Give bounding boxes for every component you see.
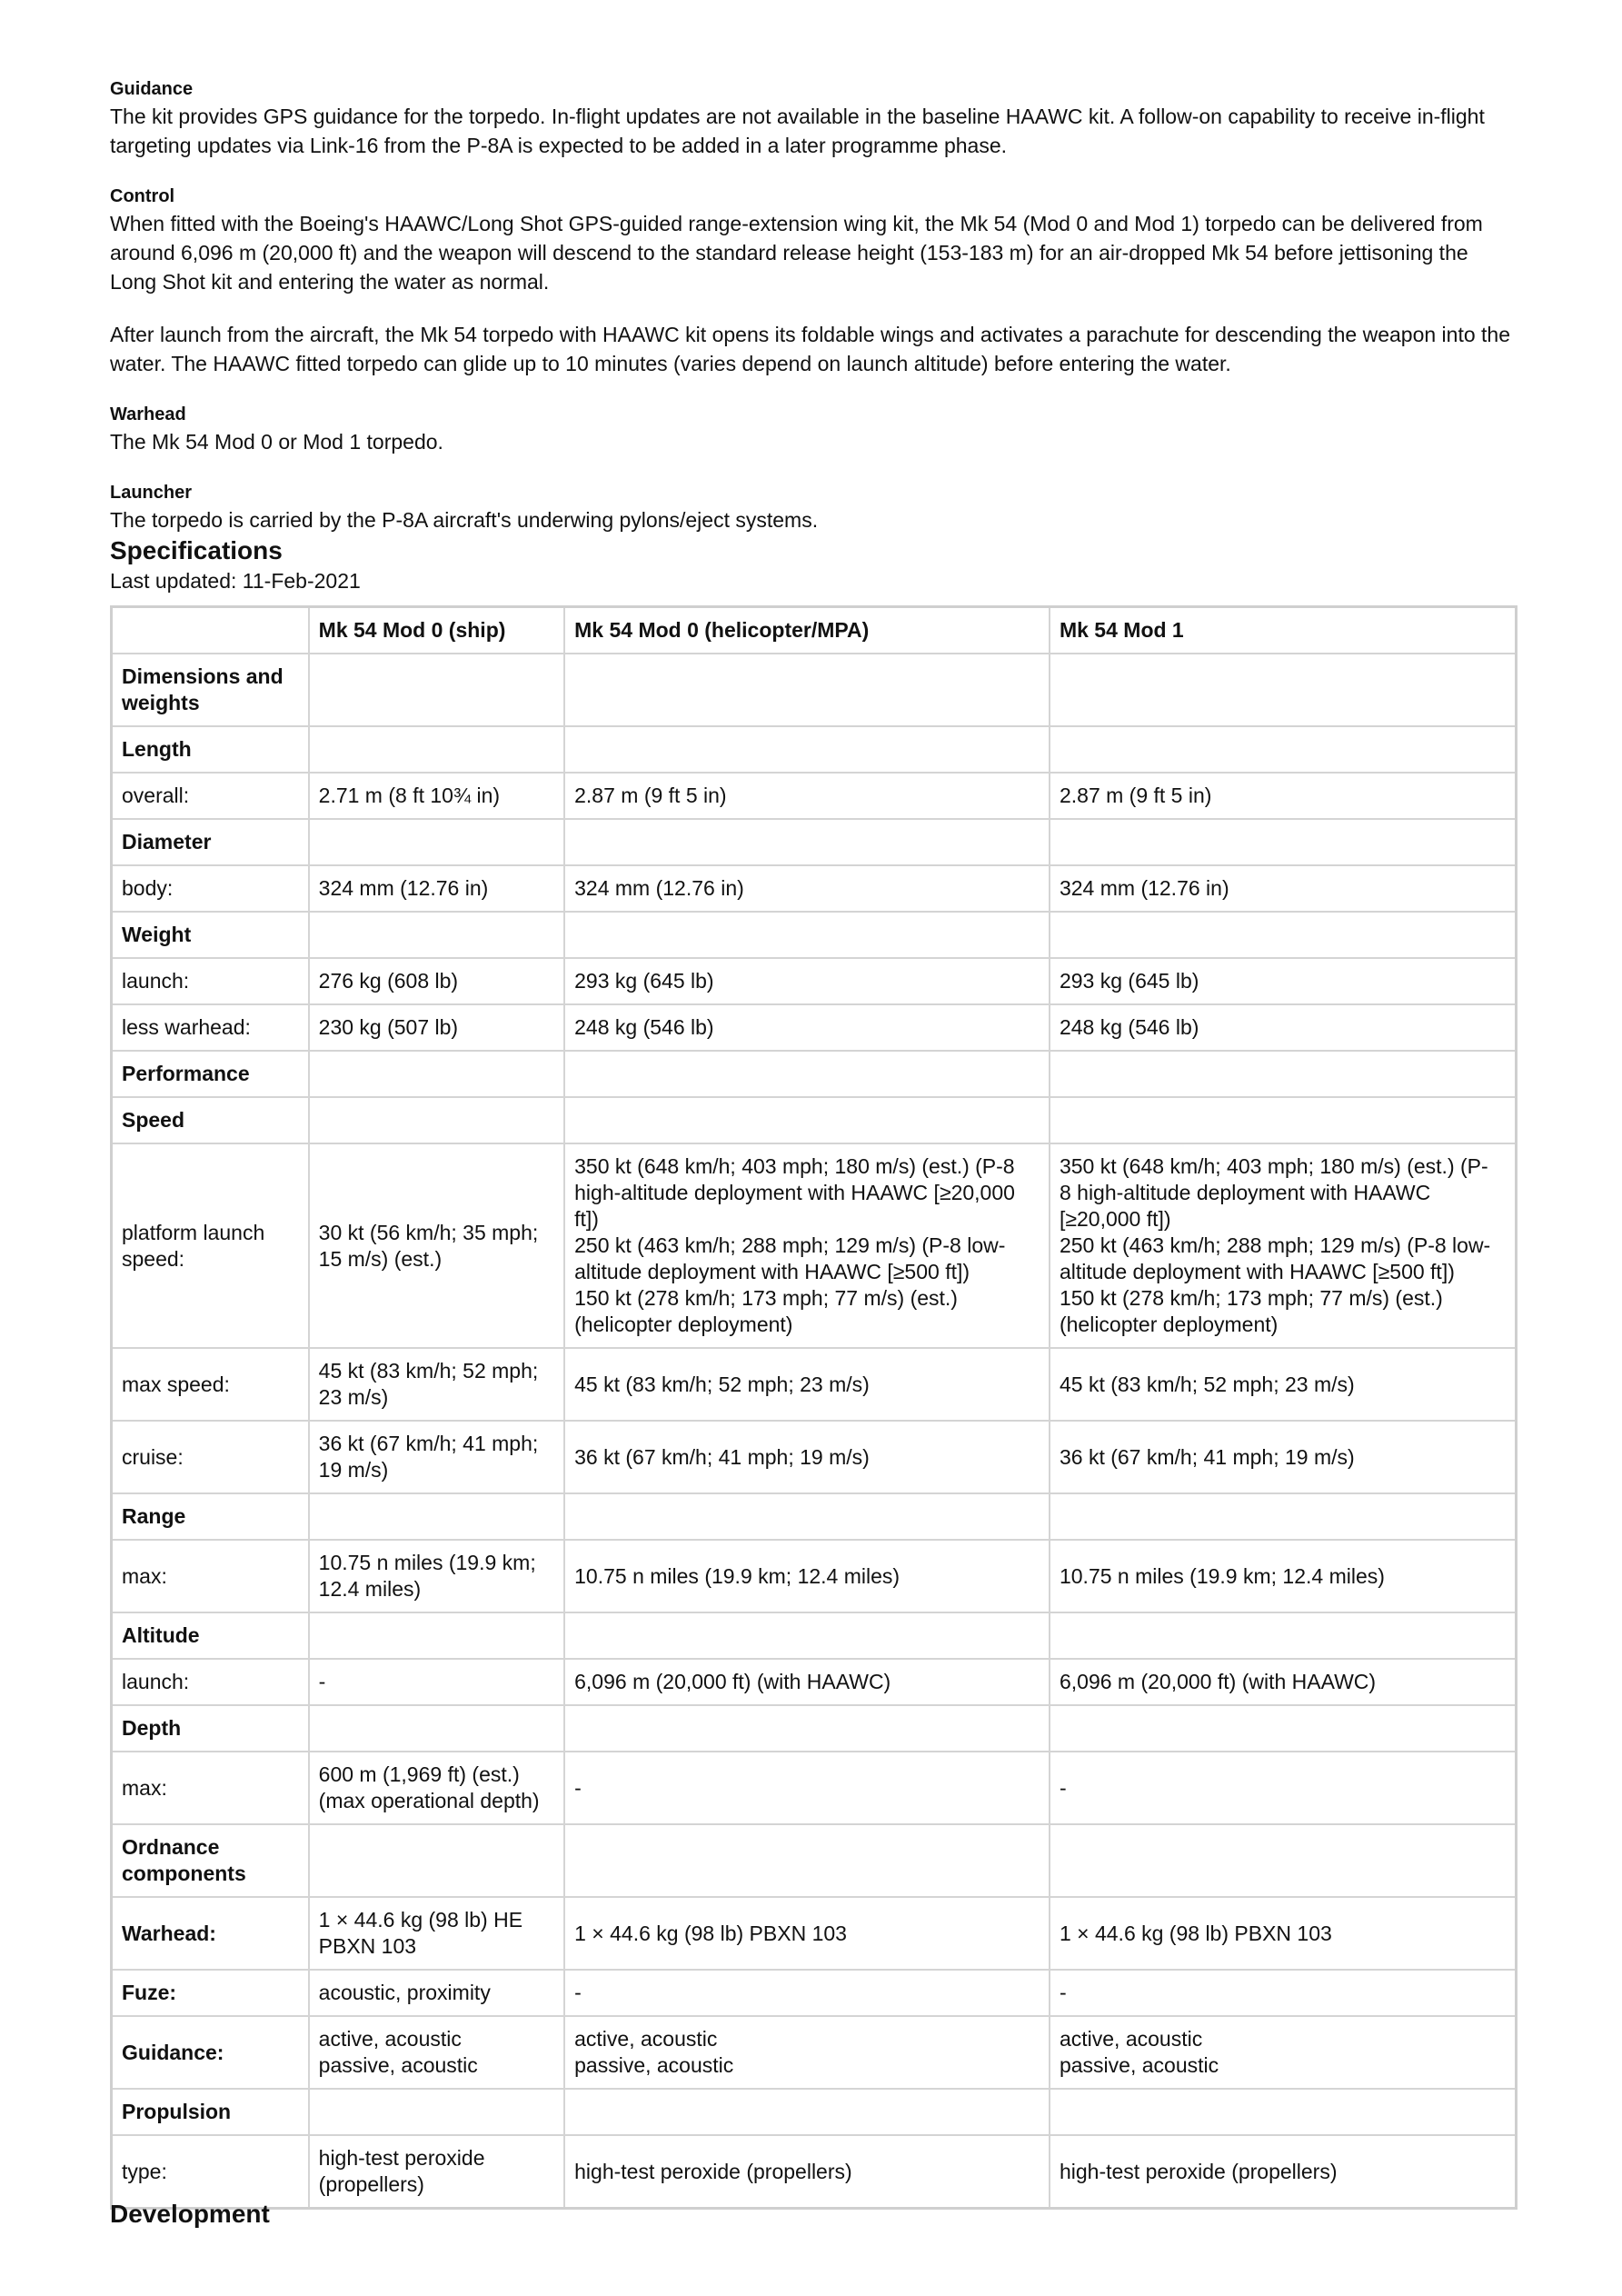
row-label: launch:: [112, 958, 309, 1004]
cell-value: [309, 1051, 564, 1097]
cell-value: 324 mm (12.76 in): [564, 865, 1050, 912]
table-row: [112, 1143, 1517, 1348]
row-label: max speed:: [112, 1348, 309, 1421]
cell-value: 324 mm (12.76 in): [1050, 865, 1517, 912]
cell-value: 324 mm (12.76 in): [309, 865, 564, 912]
row-label: less warhead:: [112, 1004, 309, 1051]
cell-value: 350 kt (648 km/h; 403 mph; 180 m/s) (est.) (P- 8 high-altitude deployment with HAAWC [≥20,000 ft]) 250 kt (463 km/h; 288 mph; 129 m/s) (P-8 low- altitude deployment with HAAWC [≥500 ft]) 150 kt (278 km/h; 173 mph; 77 m/s) (est.) (helicopter deployment): [1050, 1143, 1517, 1348]
table-row: [112, 819, 1517, 865]
cell-value: [564, 654, 1050, 726]
row-label: Dimensions and weights: [112, 654, 309, 726]
table-row: [112, 1097, 1517, 1143]
row-label: launch:: [112, 1659, 309, 1705]
table-row: [112, 2135, 1517, 2209]
cell-value: [309, 1493, 564, 1540]
cell-value: -: [564, 1752, 1050, 1824]
row-label: Range: [112, 1493, 309, 1540]
row-label: Fuze:: [112, 1970, 309, 2016]
specifications-title: Specifications: [110, 536, 283, 564]
cell-value: 293 kg (645 lb): [564, 958, 1050, 1004]
cell-value: 6,096 m (20,000 ft) (with HAAWC): [1050, 1659, 1517, 1705]
row-label: cruise:: [112, 1421, 309, 1493]
cell-value: acoustic, proximity: [309, 1970, 564, 2016]
cell-value: [309, 1612, 564, 1659]
cell-value: 248 kg (546 lb): [1050, 1004, 1517, 1051]
cell-value: 45 kt (83 km/h; 52 mph; 23 m/s): [309, 1348, 564, 1421]
table-row: [112, 654, 1517, 726]
column-header: [112, 607, 309, 654]
cell-value: [1050, 912, 1517, 958]
cell-value: -: [1050, 1970, 1517, 2016]
table-row: [112, 1705, 1517, 1752]
cell-value: 230 kg (507 lb): [309, 1004, 564, 1051]
table-row: [112, 1421, 1517, 1493]
cell-value: high-test peroxide (propellers): [1050, 2135, 1517, 2209]
cell-value: 36 kt (67 km/h; 41 mph; 19 m/s): [564, 1421, 1050, 1493]
cell-value: [1050, 2089, 1517, 2135]
table-row: [112, 1824, 1517, 1897]
cell-value: [564, 819, 1050, 865]
table-row: [112, 1493, 1517, 1540]
cell-value: 10.75 n miles (19.9 km; 12.4 miles): [564, 1540, 1050, 1612]
cell-value: 2.71 m (8 ft 10¾ in): [309, 773, 564, 819]
cell-value: 36 kt (67 km/h; 41 mph; 19 m/s): [309, 1421, 564, 1493]
cell-value: -: [564, 1970, 1050, 2016]
cell-value: [1050, 1705, 1517, 1752]
cell-value: [1050, 1824, 1517, 1897]
control-text-1: When fitted with the Boeing's HAAWC/Long Shot GPS-guided range-extension wing kit, the Mk 54 (Mod 0 and Mod 1) torpedo can be delivered from around 6,096 m (20,000 ft) and the weapon will descend to the standard release height (153-183 m) for an air-dropped Mk 54 before jettisoning the Long Shot kit and entering the water as normal.: [110, 212, 1483, 294]
column-header: Mk 54 Mod 0 (helicopter/MPA): [564, 607, 1050, 654]
cell-value: 1 × 44.6 kg (98 lb) HE PBXN 103: [309, 1897, 564, 1970]
row-label: overall:: [112, 773, 309, 819]
cell-value: [309, 654, 564, 726]
row-label: Ordnance components: [112, 1824, 309, 1897]
column-header: Mk 54 Mod 0 (ship): [309, 607, 564, 654]
table-row: [112, 1897, 1517, 1970]
row-label: Altitude: [112, 1612, 309, 1659]
cell-value: [564, 1051, 1050, 1097]
cell-value: 293 kg (645 lb): [1050, 958, 1517, 1004]
launcher-text: The torpedo is carried by the P-8A aircraft's underwing pylons/eject systems.: [110, 508, 819, 532]
cell-value: 30 kt (56 km/h; 35 mph; 15 m/s) (est.): [309, 1143, 564, 1348]
cell-value: 10.75 n miles (19.9 km; 12.4 miles): [1050, 1540, 1517, 1612]
cell-value: high-test peroxide (propellers): [309, 2135, 564, 2209]
table-row: [112, 1612, 1517, 1659]
row-label: type:: [112, 2135, 309, 2209]
document-body: [110, 76, 1517, 2210]
cell-value: 276 kg (608 lb): [309, 958, 564, 1004]
table-row: [112, 1051, 1517, 1097]
row-label: Warhead:: [112, 1897, 309, 1970]
specifications-table: [110, 605, 1518, 2210]
cell-value: -: [1050, 1752, 1517, 1824]
cell-value: [1050, 1097, 1517, 1143]
table-row: [112, 1970, 1517, 2016]
warhead-text: The Mk 54 Mod 0 or Mod 1 torpedo.: [110, 430, 443, 454]
cell-value: [1050, 654, 1517, 726]
table-row: [112, 726, 1517, 773]
control-text-2: After launch from the aircraft, the Mk 54 torpedo with HAAWC kit opens its foldable wings and activates a parachute for descending the weapon into the water. The HAAWC fitted torpedo can glide up to 10 minutes (varies depend on launch altitude) before entering the water.: [110, 323, 1510, 375]
cell-value: [1050, 1051, 1517, 1097]
cell-value: 1 × 44.6 kg (98 lb) PBXN 103: [564, 1897, 1050, 1970]
table-row: [112, 1752, 1517, 1824]
cell-value: -: [309, 1659, 564, 1705]
cell-value: [564, 1705, 1050, 1752]
cell-value: 2.87 m (9 ft 5 in): [564, 773, 1050, 819]
table-row: [112, 1659, 1517, 1705]
cell-value: 45 kt (83 km/h; 52 mph; 23 m/s): [564, 1348, 1050, 1421]
cell-value: 6,096 m (20,000 ft) (with HAAWC): [564, 1659, 1050, 1705]
table-row: [112, 773, 1517, 819]
table-row: [112, 1004, 1517, 1051]
development-heading: Development: [110, 2200, 270, 2228]
cell-value: [1050, 819, 1517, 865]
cell-value: 36 kt (67 km/h; 41 mph; 19 m/s): [1050, 1421, 1517, 1493]
cell-value: [309, 912, 564, 958]
cell-value: active, acoustic passive, acoustic: [564, 2016, 1050, 2089]
table-row: [112, 1540, 1517, 1612]
table-row: [112, 2016, 1517, 2089]
cell-value: [564, 2089, 1050, 2135]
row-label: Guidance:: [112, 2016, 309, 2089]
guidance-text: The kit provides GPS guidance for the torpedo. In-flight updates are not available in the baseline HAAWC kit. A follow-on capability to receive in-flight targeting updates via Link-16 from the P-8A is expected to be added in a later programme phase.: [110, 105, 1485, 157]
cell-value: [564, 1493, 1050, 1540]
row-label: Performance: [112, 1051, 309, 1097]
launcher-heading: Launcher: [110, 483, 193, 503]
table-row: [112, 912, 1517, 958]
last-updated: Last updated: 11-Feb-2021: [110, 569, 361, 593]
cell-value: [1050, 726, 1517, 773]
row-label: Propulsion: [112, 2089, 309, 2135]
row-label: Weight: [112, 912, 309, 958]
cell-value: [309, 1824, 564, 1897]
cell-value: [309, 1097, 564, 1143]
row-label: max:: [112, 1540, 309, 1612]
cell-value: [564, 726, 1050, 773]
table-row: [112, 1348, 1517, 1421]
guidance-heading: Guidance: [110, 79, 194, 99]
warhead-heading: Warhead: [110, 404, 186, 424]
cell-value: 45 kt (83 km/h; 52 mph; 23 m/s): [1050, 1348, 1517, 1421]
table-row: [112, 2089, 1517, 2135]
cell-value: active, acoustic passive, acoustic: [1050, 2016, 1517, 2089]
table-row: [112, 865, 1517, 912]
column-header: Mk 54 Mod 1: [1050, 607, 1517, 654]
cell-value: [309, 1705, 564, 1752]
row-label: Depth: [112, 1705, 309, 1752]
cell-value: 10.75 n miles (19.9 km; 12.4 miles): [309, 1540, 564, 1612]
cell-value: [309, 726, 564, 773]
cell-value: [564, 1097, 1050, 1143]
cell-value: 350 kt (648 km/h; 403 mph; 180 m/s) (est.) (P-8 high-altitude deployment with HAAWC [≥20,000 ft]) 250 kt (463 km/h; 288 mph; 129 m/s) (P-8 low- altitude deployment with HAAWC [≥500 ft]) 150 kt (278 km/h; 173 mph; 77 m/s) (est.) (helicopter deployment): [564, 1143, 1050, 1348]
cell-value: [564, 1824, 1050, 1897]
cell-value: [309, 2089, 564, 2135]
table-row: [112, 958, 1517, 1004]
cell-value: [564, 912, 1050, 958]
row-label: Speed: [112, 1097, 309, 1143]
table-header-row: [112, 607, 1517, 654]
cell-value: active, acoustic passive, acoustic: [309, 2016, 564, 2089]
cell-value: [309, 819, 564, 865]
cell-value: 600 m (1,969 ft) (est.) (max operational depth): [309, 1752, 564, 1824]
row-label: Diameter: [112, 819, 309, 865]
row-label: body:: [112, 865, 309, 912]
control-heading: Control: [110, 186, 175, 206]
cell-value: 1 × 44.6 kg (98 lb) PBXN 103: [1050, 1897, 1517, 1970]
cell-value: [564, 1612, 1050, 1659]
cell-value: 248 kg (546 lb): [564, 1004, 1050, 1051]
cell-value: high-test peroxide (propellers): [564, 2135, 1050, 2209]
cell-value: 2.87 m (9 ft 5 in): [1050, 773, 1517, 819]
row-label: platform launch speed:: [112, 1143, 309, 1348]
row-label: max:: [112, 1752, 309, 1824]
row-label: Length: [112, 726, 309, 773]
cell-value: [1050, 1493, 1517, 1540]
cell-value: [1050, 1612, 1517, 1659]
